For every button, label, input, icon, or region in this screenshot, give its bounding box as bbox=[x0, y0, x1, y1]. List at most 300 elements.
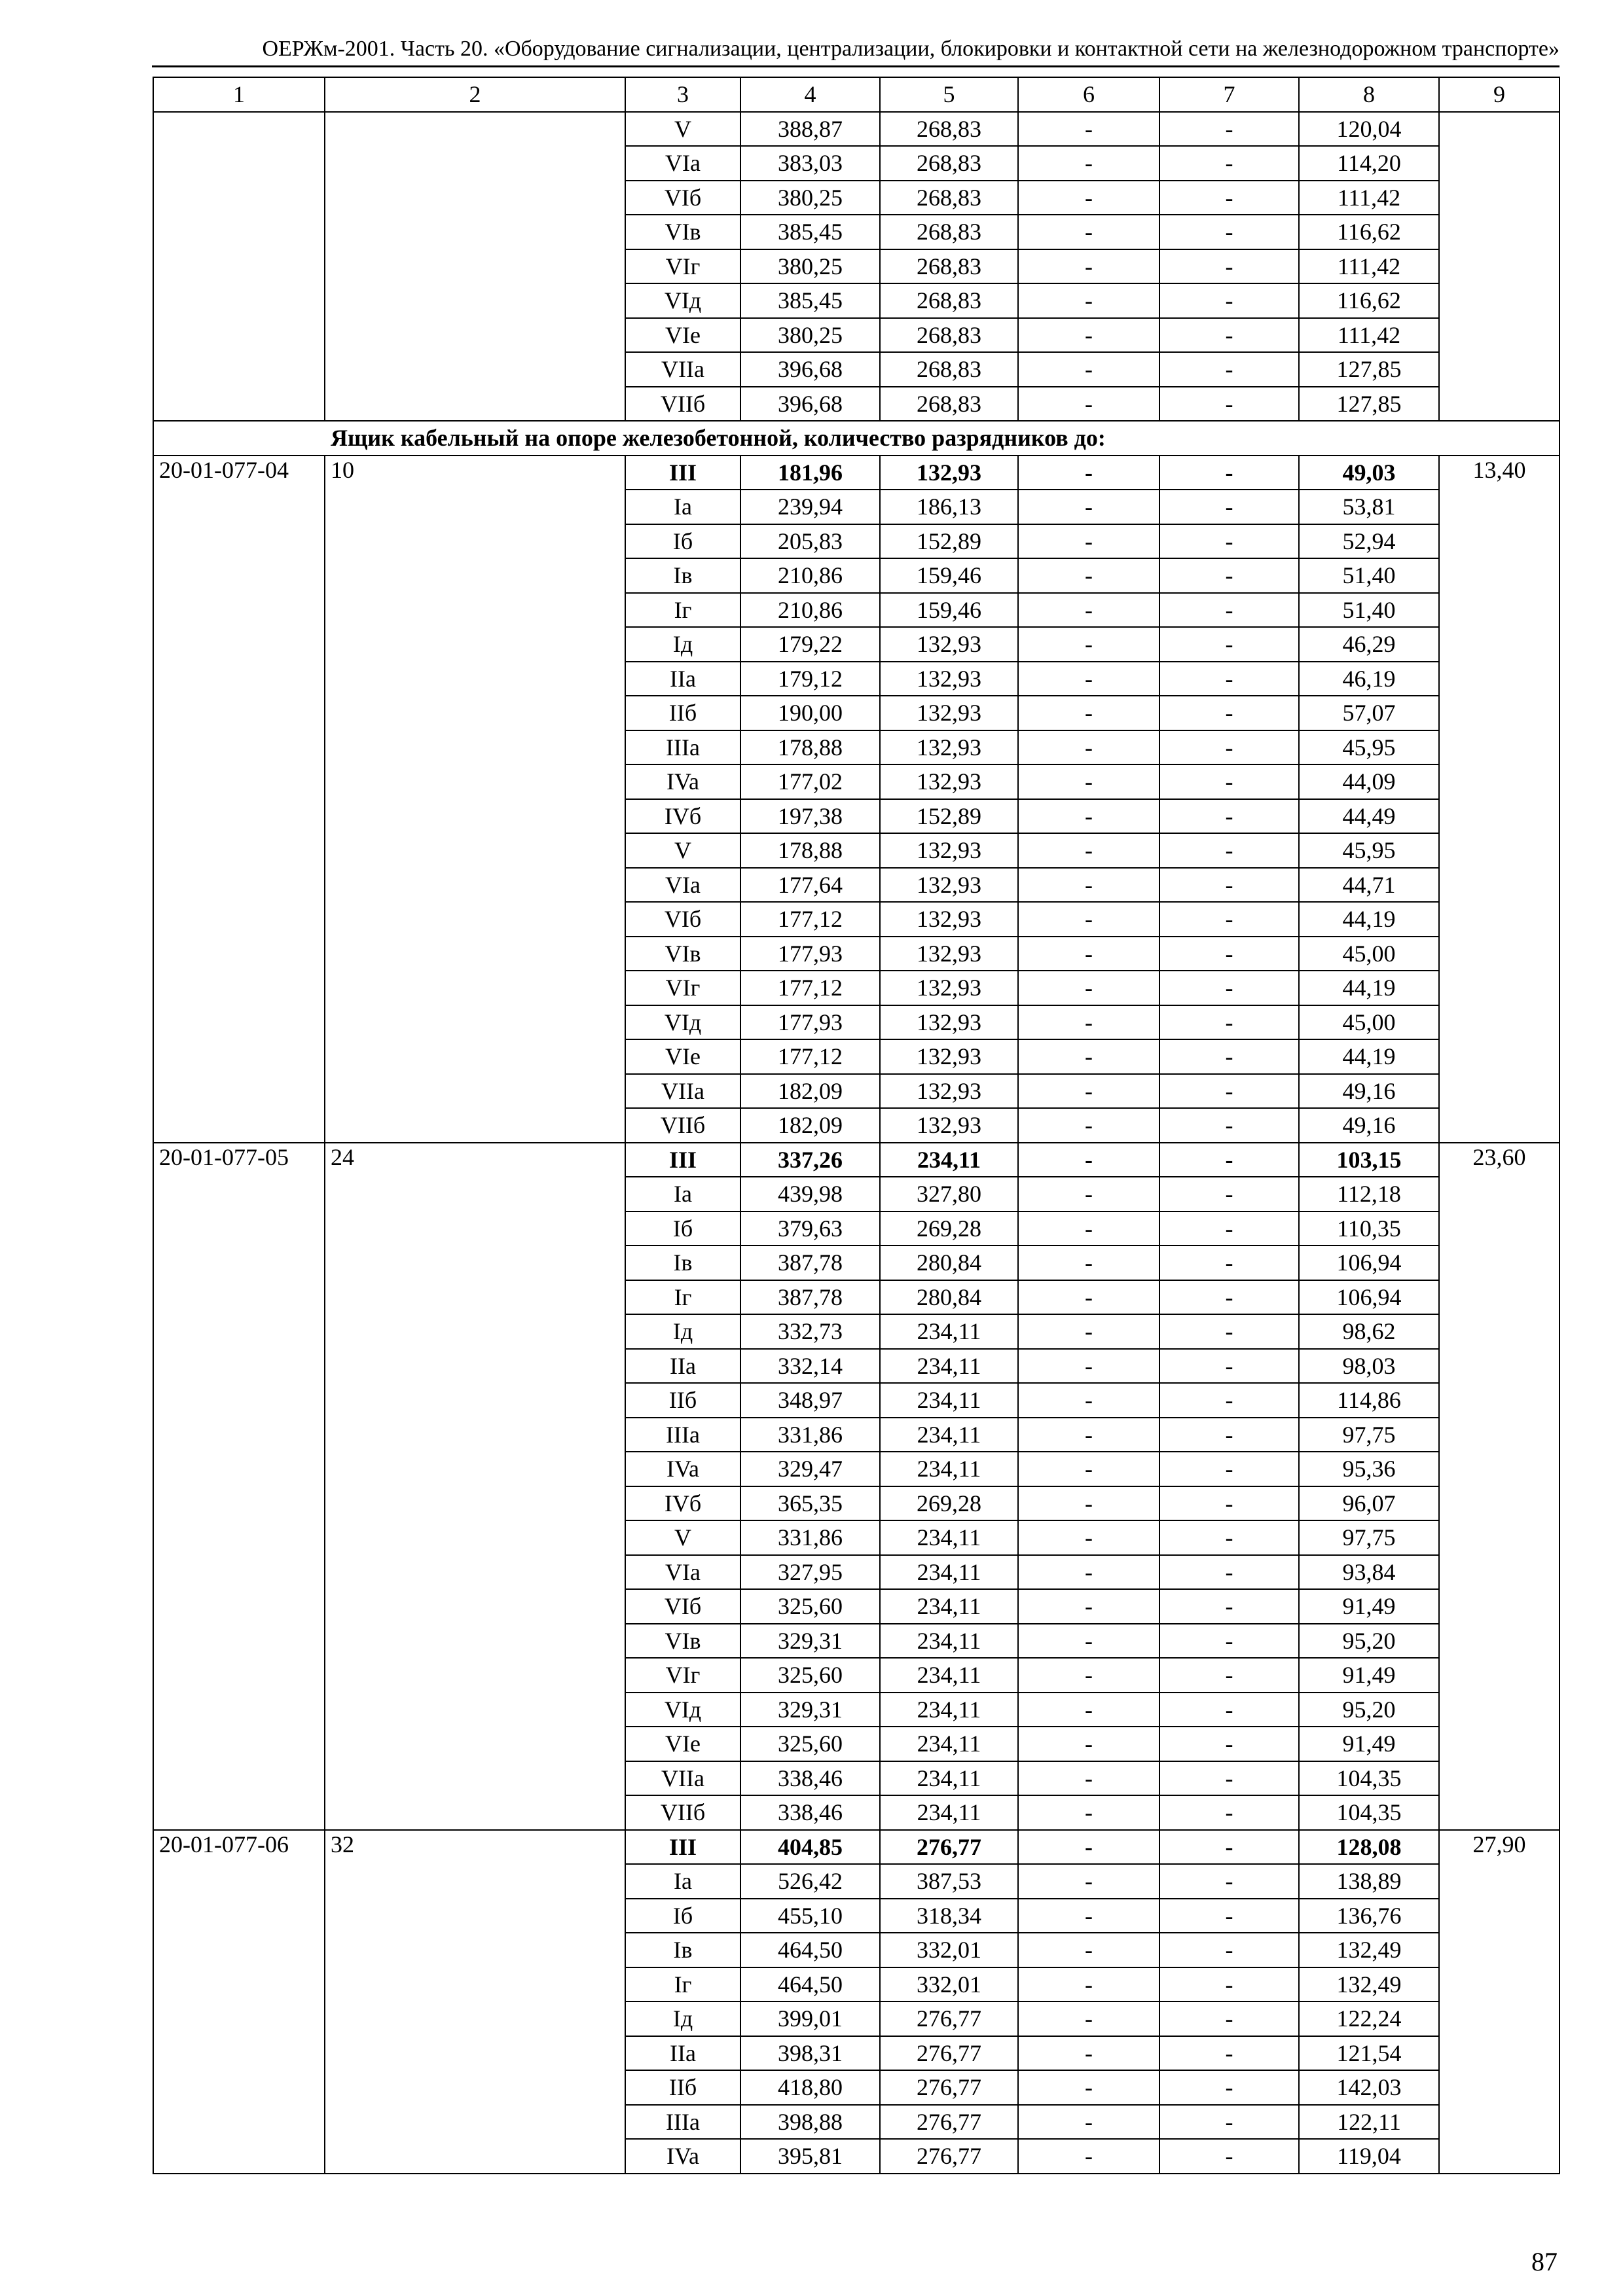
value-cell: - bbox=[1018, 799, 1159, 834]
value-cell: 210,86 bbox=[740, 558, 880, 593]
value-cell: VIе bbox=[625, 1039, 740, 1074]
value-cell: 136,76 bbox=[1299, 1899, 1439, 1933]
value-cell: 276,77 bbox=[880, 2001, 1018, 2036]
value-cell: - bbox=[1018, 1624, 1159, 1659]
value-cell: - bbox=[1159, 1383, 1299, 1418]
value-cell: - bbox=[1018, 1658, 1159, 1693]
value-cell: 132,93 bbox=[880, 662, 1018, 696]
value-cell: 182,09 bbox=[740, 1108, 880, 1143]
value-cell: - bbox=[1018, 833, 1159, 868]
value-cell: - bbox=[1159, 1864, 1299, 1899]
column-number-cell: 1 bbox=[153, 77, 325, 112]
column-number-cell: 9 bbox=[1439, 77, 1559, 112]
value-cell: - bbox=[1018, 1486, 1159, 1521]
value-cell: 388,87 bbox=[740, 112, 880, 147]
value-cell: 45,00 bbox=[1299, 1005, 1439, 1040]
value-cell: 398,31 bbox=[740, 2036, 880, 2071]
labor-norm: 23,60 bbox=[1439, 1143, 1559, 1830]
value-cell: - bbox=[1018, 1005, 1159, 1040]
value-cell: 329,31 bbox=[740, 1693, 880, 1727]
value-cell: 177,02 bbox=[740, 764, 880, 799]
value-cell: - bbox=[1018, 1314, 1159, 1349]
arrester-count: 24 bbox=[325, 1143, 625, 1830]
value-cell: 234,11 bbox=[880, 1520, 1018, 1555]
column-number-cell: 6 bbox=[1018, 77, 1159, 112]
value-cell: Ia bbox=[625, 1864, 740, 1899]
value-cell: 348,97 bbox=[740, 1383, 880, 1418]
value-cell: IVa bbox=[625, 764, 740, 799]
value-cell: - bbox=[1018, 1727, 1159, 1761]
value-cell: - bbox=[1159, 1589, 1299, 1624]
value-cell: Iг bbox=[625, 1280, 740, 1315]
value-cell: IIIa bbox=[625, 2105, 740, 2140]
value-cell: 98,03 bbox=[1299, 1349, 1439, 1384]
value-cell: 268,83 bbox=[880, 112, 1018, 147]
value-cell: 106,94 bbox=[1299, 1246, 1439, 1280]
value-cell: - bbox=[1018, 2139, 1159, 2174]
value-cell: - bbox=[1018, 1555, 1159, 1590]
value-cell: 332,73 bbox=[740, 1314, 880, 1349]
value-cell: 464,50 bbox=[740, 1933, 880, 1967]
value-cell: - bbox=[1159, 1039, 1299, 1074]
value-cell: 178,88 bbox=[740, 833, 880, 868]
value-cell: VIд bbox=[625, 1693, 740, 1727]
value-cell: 45,95 bbox=[1299, 730, 1439, 765]
value-cell: VIв bbox=[625, 215, 740, 249]
value-cell: - bbox=[1159, 1486, 1299, 1521]
value-cell: - bbox=[1018, 1864, 1159, 1899]
value-cell: - bbox=[1159, 764, 1299, 799]
value-cell: 234,11 bbox=[880, 1693, 1018, 1727]
value-cell: Iв bbox=[625, 1246, 740, 1280]
value-cell: 338,46 bbox=[740, 1761, 880, 1796]
value-cell: 159,46 bbox=[880, 593, 1018, 628]
value-cell: 152,89 bbox=[880, 524, 1018, 559]
value-cell: - bbox=[1159, 1108, 1299, 1143]
value-cell: Iб bbox=[625, 524, 740, 559]
value-cell: 114,86 bbox=[1299, 1383, 1439, 1418]
value-cell: - bbox=[1159, 1727, 1299, 1761]
value-cell: - bbox=[1018, 490, 1159, 524]
value-cell: - bbox=[1159, 1658, 1299, 1693]
value-cell: 49,16 bbox=[1299, 1074, 1439, 1109]
value-cell: 46,19 bbox=[1299, 662, 1439, 696]
value-cell: 383,03 bbox=[740, 146, 880, 181]
value-cell: - bbox=[1018, 387, 1159, 422]
value-cell: 104,35 bbox=[1299, 1761, 1439, 1796]
value-cell: 138,89 bbox=[1299, 1864, 1439, 1899]
value-cell: 234,11 bbox=[880, 1349, 1018, 1384]
value-cell: 398,88 bbox=[740, 2105, 880, 2140]
value-cell: 337,26 bbox=[740, 1143, 880, 1177]
value-cell: 380,25 bbox=[740, 318, 880, 353]
value-cell: 114,20 bbox=[1299, 146, 1439, 181]
value-cell: 234,11 bbox=[880, 1727, 1018, 1761]
value-cell: - bbox=[1159, 1005, 1299, 1040]
value-cell: 268,83 bbox=[880, 283, 1018, 318]
value-cell: IIa bbox=[625, 662, 740, 696]
value-cell: 44,19 bbox=[1299, 902, 1439, 937]
value-cell: 276,77 bbox=[880, 1830, 1018, 1865]
value-cell: VIIб bbox=[625, 387, 740, 422]
value-cell: - bbox=[1018, 456, 1159, 490]
value-cell: IVa bbox=[625, 1452, 740, 1486]
value-cell: - bbox=[1018, 1177, 1159, 1211]
value-cell: 318,34 bbox=[880, 1899, 1018, 1933]
value-cell: - bbox=[1159, 833, 1299, 868]
value-cell: - bbox=[1018, 524, 1159, 559]
value-cell: 91,49 bbox=[1299, 1727, 1439, 1761]
value-cell: - bbox=[1159, 1349, 1299, 1384]
value-cell: III bbox=[625, 456, 740, 490]
value-cell: 197,38 bbox=[740, 799, 880, 834]
value-cell: VIб bbox=[625, 181, 740, 215]
value-cell: 179,12 bbox=[740, 662, 880, 696]
value-cell: - bbox=[1018, 662, 1159, 696]
value-cell: 396,68 bbox=[740, 352, 880, 387]
value-cell: - bbox=[1159, 2036, 1299, 2071]
norm-cell bbox=[1439, 112, 1559, 422]
value-cell: - bbox=[1018, 593, 1159, 628]
value-cell: 395,81 bbox=[740, 2139, 880, 2174]
value-cell: - bbox=[1018, 1108, 1159, 1143]
value-cell: 325,60 bbox=[740, 1589, 880, 1624]
column-number-cell: 2 bbox=[325, 77, 625, 112]
value-cell: 97,75 bbox=[1299, 1418, 1439, 1452]
value-cell: 132,93 bbox=[880, 833, 1018, 868]
value-cell: - bbox=[1018, 971, 1159, 1005]
value-cell: 234,11 bbox=[880, 1418, 1018, 1452]
value-cell: 132,93 bbox=[880, 1039, 1018, 1074]
value-cell: - bbox=[1159, 112, 1299, 147]
value-cell: 122,24 bbox=[1299, 2001, 1439, 2036]
value-cell: 332,01 bbox=[880, 1967, 1018, 2002]
value-cell: VIб bbox=[625, 1589, 740, 1624]
value-cell: - bbox=[1159, 1795, 1299, 1830]
value-cell: - bbox=[1159, 490, 1299, 524]
value-cell: Iг bbox=[625, 1967, 740, 2002]
value-cell: - bbox=[1159, 558, 1299, 593]
rate-code: 20-01-077-06 bbox=[153, 1830, 325, 2174]
value-cell: 132,93 bbox=[880, 937, 1018, 971]
code-cell bbox=[153, 112, 325, 422]
value-cell: 119,04 bbox=[1299, 2139, 1439, 2174]
value-cell: V bbox=[625, 833, 740, 868]
value-cell: 404,85 bbox=[740, 1830, 880, 1865]
value-cell: 96,07 bbox=[1299, 1486, 1439, 1521]
value-cell: - bbox=[1159, 1624, 1299, 1659]
value-cell: 396,68 bbox=[740, 387, 880, 422]
value-cell: 95,20 bbox=[1299, 1693, 1439, 1727]
value-cell: 276,77 bbox=[880, 2036, 1018, 2071]
value-cell: VIa bbox=[625, 1555, 740, 1590]
value-cell: - bbox=[1159, 1418, 1299, 1452]
value-cell: 380,25 bbox=[740, 249, 880, 284]
value-cell: 177,64 bbox=[740, 868, 880, 903]
value-cell: - bbox=[1018, 696, 1159, 730]
value-cell: - bbox=[1159, 2139, 1299, 2174]
value-cell: 385,45 bbox=[740, 283, 880, 318]
value-cell: - bbox=[1159, 249, 1299, 284]
value-cell: - bbox=[1018, 1418, 1159, 1452]
value-cell: IIб bbox=[625, 696, 740, 730]
value-cell: Ia bbox=[625, 490, 740, 524]
value-cell: 132,93 bbox=[880, 902, 1018, 937]
value-cell: 268,83 bbox=[880, 181, 1018, 215]
value-cell: 276,77 bbox=[880, 2105, 1018, 2140]
value-cell: - bbox=[1159, 1830, 1299, 1865]
value-cell: 127,85 bbox=[1299, 387, 1439, 422]
value-cell: 234,11 bbox=[880, 1452, 1018, 1486]
value-cell: 268,83 bbox=[880, 249, 1018, 284]
value-cell: - bbox=[1159, 215, 1299, 249]
value-cell: 178,88 bbox=[740, 730, 880, 765]
value-cell: - bbox=[1159, 1899, 1299, 1933]
value-cell: - bbox=[1018, 1795, 1159, 1830]
value-cell: 268,83 bbox=[880, 387, 1018, 422]
page-header: ОЕРЖм-2001. Часть 20. «Оборудование сигнализации, централизации, блокировки и контактной сети на железнодорожном транспорте» bbox=[152, 33, 1559, 67]
value-cell: 98,62 bbox=[1299, 1314, 1439, 1349]
rates-table bbox=[153, 77, 1560, 2174]
value-cell: 418,80 bbox=[740, 2070, 880, 2105]
value-cell: 234,11 bbox=[880, 1761, 1018, 1796]
value-cell: 51,40 bbox=[1299, 558, 1439, 593]
value-cell: IVa bbox=[625, 2139, 740, 2174]
value-cell: VIIa bbox=[625, 1761, 740, 1796]
value-cell: 379,63 bbox=[740, 1211, 880, 1246]
value-cell: 234,11 bbox=[880, 1383, 1018, 1418]
value-cell: Iб bbox=[625, 1899, 740, 1933]
table-row bbox=[153, 456, 1559, 490]
table-row bbox=[153, 1830, 1559, 1865]
value-cell: 53,81 bbox=[1299, 490, 1439, 524]
value-cell: 179,22 bbox=[740, 627, 880, 662]
table-row bbox=[153, 1143, 1559, 1177]
value-cell: - bbox=[1159, 1280, 1299, 1315]
value-cell: 45,00 bbox=[1299, 937, 1439, 971]
value-cell: - bbox=[1159, 1761, 1299, 1796]
value-cell: 132,93 bbox=[880, 1074, 1018, 1109]
value-cell: 177,93 bbox=[740, 1005, 880, 1040]
value-cell: 159,46 bbox=[880, 558, 1018, 593]
labor-norm: 27,90 bbox=[1439, 1830, 1559, 2174]
value-cell: - bbox=[1159, 1967, 1299, 2002]
value-cell: - bbox=[1018, 2036, 1159, 2071]
value-cell: 132,93 bbox=[880, 764, 1018, 799]
section-row bbox=[153, 421, 1559, 456]
column-number-row bbox=[153, 77, 1559, 112]
value-cell: - bbox=[1018, 1693, 1159, 1727]
value-cell: - bbox=[1018, 215, 1159, 249]
value-cell: 269,28 bbox=[880, 1211, 1018, 1246]
value-cell: - bbox=[1018, 1039, 1159, 1074]
value-cell: III bbox=[625, 1830, 740, 1865]
table-row bbox=[153, 112, 1559, 147]
value-cell: 111,42 bbox=[1299, 249, 1439, 284]
value-cell: 132,93 bbox=[880, 696, 1018, 730]
value-cell: 112,18 bbox=[1299, 1177, 1439, 1211]
value-cell: - bbox=[1018, 2105, 1159, 2140]
value-cell: 276,77 bbox=[880, 2139, 1018, 2174]
arrester-count: 10 bbox=[325, 456, 625, 1143]
value-cell: 268,83 bbox=[880, 215, 1018, 249]
value-cell: 331,86 bbox=[740, 1418, 880, 1452]
value-cell: - bbox=[1018, 1280, 1159, 1315]
value-cell: - bbox=[1018, 112, 1159, 147]
value-cell: - bbox=[1159, 627, 1299, 662]
value-cell: - bbox=[1018, 318, 1159, 353]
value-cell: - bbox=[1159, 937, 1299, 971]
value-cell: 51,40 bbox=[1299, 593, 1439, 628]
value-cell: VIIб bbox=[625, 1108, 740, 1143]
value-cell: IIa bbox=[625, 2036, 740, 2071]
value-cell: Iд bbox=[625, 627, 740, 662]
value-cell: 439,98 bbox=[740, 1177, 880, 1211]
value-cell: 111,42 bbox=[1299, 318, 1439, 353]
value-cell: - bbox=[1018, 868, 1159, 903]
value-cell: 44,19 bbox=[1299, 1039, 1439, 1074]
value-cell: 329,47 bbox=[740, 1452, 880, 1486]
value-cell: 387,78 bbox=[740, 1280, 880, 1315]
value-cell: - bbox=[1018, 1589, 1159, 1624]
value-cell: - bbox=[1018, 146, 1159, 181]
section-title: Ящик кабельный на опоре железобетонной, количество разрядников до: bbox=[153, 421, 1559, 456]
value-cell: 44,71 bbox=[1299, 868, 1439, 903]
value-cell: 332,01 bbox=[880, 1933, 1018, 1967]
value-cell: 210,86 bbox=[740, 593, 880, 628]
value-cell: IIIa bbox=[625, 1418, 740, 1452]
value-cell: 44,19 bbox=[1299, 971, 1439, 1005]
value-cell: VIд bbox=[625, 1005, 740, 1040]
value-cell: 455,10 bbox=[740, 1899, 880, 1933]
arrester-count: 32 bbox=[325, 1830, 625, 2174]
value-cell: - bbox=[1018, 1349, 1159, 1384]
rate-code: 20-01-077-04 bbox=[153, 456, 325, 1143]
value-cell: 91,49 bbox=[1299, 1658, 1439, 1693]
value-cell: - bbox=[1018, 249, 1159, 284]
value-cell: 385,45 bbox=[740, 215, 880, 249]
value-cell: - bbox=[1018, 937, 1159, 971]
value-cell: - bbox=[1018, 1520, 1159, 1555]
value-cell: - bbox=[1159, 2001, 1299, 2036]
value-cell: Iв bbox=[625, 558, 740, 593]
value-cell: 234,11 bbox=[880, 1314, 1018, 1349]
value-cell: 95,20 bbox=[1299, 1624, 1439, 1659]
value-cell: - bbox=[1018, 1830, 1159, 1865]
value-cell: IVб bbox=[625, 1486, 740, 1521]
value-cell: 49,16 bbox=[1299, 1108, 1439, 1143]
value-cell: 91,49 bbox=[1299, 1589, 1439, 1624]
value-cell: 106,94 bbox=[1299, 1280, 1439, 1315]
value-cell: - bbox=[1018, 1383, 1159, 1418]
value-cell: VIг bbox=[625, 249, 740, 284]
value-cell: 464,50 bbox=[740, 1967, 880, 2002]
value-cell: 205,83 bbox=[740, 524, 880, 559]
value-cell: 338,46 bbox=[740, 1795, 880, 1830]
value-cell: - bbox=[1018, 1899, 1159, 1933]
value-cell: - bbox=[1159, 318, 1299, 353]
value-cell: - bbox=[1159, 868, 1299, 903]
value-cell: - bbox=[1159, 1933, 1299, 1967]
value-cell: 116,62 bbox=[1299, 215, 1439, 249]
value-cell: 132,93 bbox=[880, 868, 1018, 903]
value-cell: 182,09 bbox=[740, 1074, 880, 1109]
value-cell: - bbox=[1159, 181, 1299, 215]
value-cell: 177,12 bbox=[740, 971, 880, 1005]
column-number-cell: 5 bbox=[880, 77, 1018, 112]
value-cell: - bbox=[1159, 456, 1299, 490]
value-cell: III bbox=[625, 1143, 740, 1177]
value-cell: 132,93 bbox=[880, 1005, 1018, 1040]
value-cell: 44,09 bbox=[1299, 764, 1439, 799]
value-cell: - bbox=[1018, 1074, 1159, 1109]
value-cell: - bbox=[1159, 387, 1299, 422]
value-cell: 327,95 bbox=[740, 1555, 880, 1590]
value-cell: 325,60 bbox=[740, 1727, 880, 1761]
value-cell: - bbox=[1159, 971, 1299, 1005]
value-cell: VIIa bbox=[625, 352, 740, 387]
value-cell: 132,93 bbox=[880, 971, 1018, 1005]
value-cell: - bbox=[1018, 1211, 1159, 1246]
column-number-cell: 3 bbox=[625, 77, 740, 112]
value-cell: Ia bbox=[625, 1177, 740, 1211]
value-cell: VIе bbox=[625, 318, 740, 353]
value-cell: 95,36 bbox=[1299, 1452, 1439, 1486]
value-cell: V bbox=[625, 112, 740, 147]
value-cell: 52,94 bbox=[1299, 524, 1439, 559]
rate-code: 20-01-077-05 bbox=[153, 1143, 325, 1830]
value-cell: - bbox=[1159, 1693, 1299, 1727]
value-cell: - bbox=[1159, 1555, 1299, 1590]
value-cell: - bbox=[1159, 1452, 1299, 1486]
value-cell: 276,77 bbox=[880, 2070, 1018, 2105]
value-cell: 332,14 bbox=[740, 1349, 880, 1384]
value-cell: - bbox=[1159, 730, 1299, 765]
value-cell: 325,60 bbox=[740, 1658, 880, 1693]
table-body bbox=[153, 77, 1559, 2174]
value-cell: Iг bbox=[625, 593, 740, 628]
column-number-cell: 8 bbox=[1299, 77, 1439, 112]
value-cell: - bbox=[1159, 1177, 1299, 1211]
value-cell: - bbox=[1159, 902, 1299, 937]
value-cell: 181,96 bbox=[740, 456, 880, 490]
value-cell: 331,86 bbox=[740, 1520, 880, 1555]
value-cell: - bbox=[1159, 283, 1299, 318]
value-cell: 327,80 bbox=[880, 1177, 1018, 1211]
value-cell: 57,07 bbox=[1299, 696, 1439, 730]
value-cell: 132,93 bbox=[880, 456, 1018, 490]
value-cell: 97,75 bbox=[1299, 1520, 1439, 1555]
value-cell: VIa bbox=[625, 146, 740, 181]
value-cell: - bbox=[1159, 1520, 1299, 1555]
value-cell: IIa bbox=[625, 1349, 740, 1384]
value-cell: 132,49 bbox=[1299, 1933, 1439, 1967]
value-cell: - bbox=[1159, 524, 1299, 559]
value-cell: 380,25 bbox=[740, 181, 880, 215]
value-cell: - bbox=[1018, 730, 1159, 765]
value-cell: 177,12 bbox=[740, 902, 880, 937]
value-cell: 103,15 bbox=[1299, 1143, 1439, 1177]
value-cell: Iд bbox=[625, 2001, 740, 2036]
value-cell: 44,49 bbox=[1299, 799, 1439, 834]
value-cell: 234,11 bbox=[880, 1589, 1018, 1624]
value-cell: 45,95 bbox=[1299, 833, 1439, 868]
value-cell: Iд bbox=[625, 1314, 740, 1349]
value-cell: 46,29 bbox=[1299, 627, 1439, 662]
value-cell: VIд bbox=[625, 283, 740, 318]
value-cell: 280,84 bbox=[880, 1280, 1018, 1315]
value-cell: 268,83 bbox=[880, 318, 1018, 353]
